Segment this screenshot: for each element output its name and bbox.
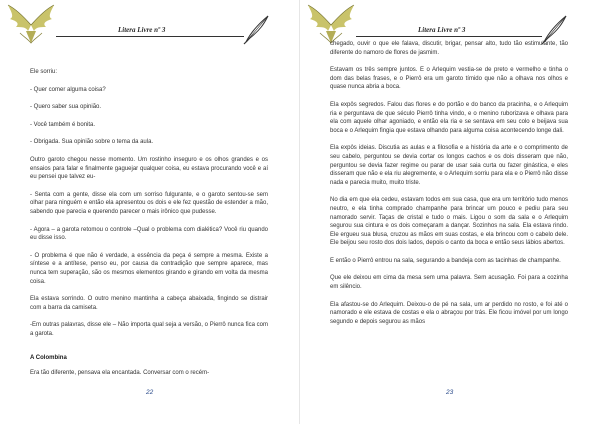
paragraph: No dia em que ela cedeu, estavam todos em sua casa, que era um território tudo menos neutro, e ela tinha comprado champanhe para brincar um pouco e pediu para seu namorado servir. Taças de cristal e tudo o mais. Ligou o som da sala e o Arlequim segurou sua cintura e os dois começaram a dançar. Sozinhos na sala. Ela estava rindo. Ele ergueu sua blusa, cruzou as mãos em suas costas, e ela brincou com o cabelo dele. Ele beijou seu rosto dos dois lados, depois o canto da boca e então seus lábios abertos. <box>330 197 568 247</box>
paragraph: Que ele deixou em cima da mesa sem uma palavra. Sem acusação. Foi para a cozinha em silêncio. <box>330 275 568 291</box>
paragraph: - Agora – a garota retomou o controle –Qual o problema com dialética? Você riu quando eu disse isso. <box>30 226 268 242</box>
header-rule <box>356 36 542 37</box>
page-number: 23 <box>446 389 454 396</box>
paragraph: - Você também é bonita. <box>30 121 96 128</box>
quill-pen-icon <box>242 12 272 46</box>
paragraph: - Quero saber sua opinião. <box>30 104 102 111</box>
paragraph: E então o Pierrô entrou na sala, segurando a bandeja com as tacinhas de champanhe. <box>330 257 561 264</box>
paragraph: Ela estava sorrindo. O outro menino mantinha a cabeça abaixada, fingindo se distrair com a barra da camiseta. <box>30 296 268 311</box>
paragraph: Estavam os três sempre juntos. E o Arlequim vestia-se de preto e vermelho e tinha o dom das belas frases, e o Pierrô era um garoto tímido que não a olhava nos olhos e quase nunca abria a boca. <box>330 67 568 91</box>
paragraph: Ela afastou-se do Arlequim. Deixou-o de pé na sala, um ar perdido no rosto, e foi até o namorado e ele estava de costas e ela o abraçou por trás. Ele ficou imóvel por um longo segundo e depois segurou as mãos <box>330 301 568 325</box>
paragraph: Era tão diferente, pensava ela encantada. Conversar com o recém- <box>30 370 210 377</box>
section-title: A Colombina <box>30 355 67 362</box>
paragraph: - Senta com a gente, disse ela com um sorriso fulgurante, e o garoto sentou-se sem olhar para ninguém e então ela apresentou os dois e ele fez questão de estender a mão, sabendo que parecia e querendo parecer o mais irônico que pudesse. <box>30 191 268 215</box>
paragraph: chegado, ouvir o que ele falava, discutir, brigar, pensar alto, tudo tão estimulante, tão diferente do namoro de flores de jasmim. <box>330 41 568 56</box>
paragraph: Ela expôs segredos. Falou das flores e do portão e do banco da pracinha, e o Arlequim ria e perguntava de que século Pierrô tinha vindo, e o menino ruborizava e olhava para ela com aquele olhar agoniado, e então ela ria e se sentava em seu colo e beijava sua boca e o Arlequim fingia que estava olhando para alguma coisa acontecendo longe dali. <box>330 101 568 134</box>
paragraph: -Em outras palavras, disse ele – Não importa qual seja a versão, o Pierrô nunca fica com a garota. <box>30 322 268 337</box>
right-page-body <box>330 40 568 335</box>
paragraph: - O problema é que não é verdade, a essência da peça é sempre a mesma. Existe a síntese e a antítese, penso eu, por causa da contradição que sempre aparece, mas nunca tem superação, são os mesmos elementos girando e girando em volta da mesma coisa. <box>30 252 268 285</box>
page-number: 22 <box>146 389 154 396</box>
paragraph: - Quer comer alguma coisa? <box>30 86 106 93</box>
left-page-body <box>30 68 268 387</box>
winged-emblem-icon <box>6 3 56 47</box>
right-page <box>300 0 600 424</box>
paragraph: Ela expôs ideias. Discutia as aulas e a filosofia e a história da arte e o comprimento de seu cabelo, perguntou se devia cortar os longos cachos e os dois disseram que não, perguntou se devia fazer regime ou parar de usar saia curta ou fazer ginástica, e eles disseram que não e ela riu alegremente, e o Arlequim sorriu para ela e o Pierrô não disse nada e parecia muito, muito triste. <box>330 145 568 186</box>
page-header <box>0 0 300 60</box>
paragraph: Outro garoto chegou nesse momento. Um rostinho inseguro e os olhos grandes e os ensaios para falar e finalmente gaguejar qualquer coisa, eu estava procurando você e aí eu pensei que talvez eu- <box>30 156 268 181</box>
magazine-title: Litera Livre nº 3 <box>118 26 166 34</box>
paragraph: - Obrigada. Sua opinião sobre o tema da aula. <box>30 139 154 146</box>
header-rule <box>56 36 244 37</box>
magazine-title: Litera Livre nº 3 <box>418 26 466 34</box>
paragraph: Ele sorriu: <box>30 69 58 75</box>
